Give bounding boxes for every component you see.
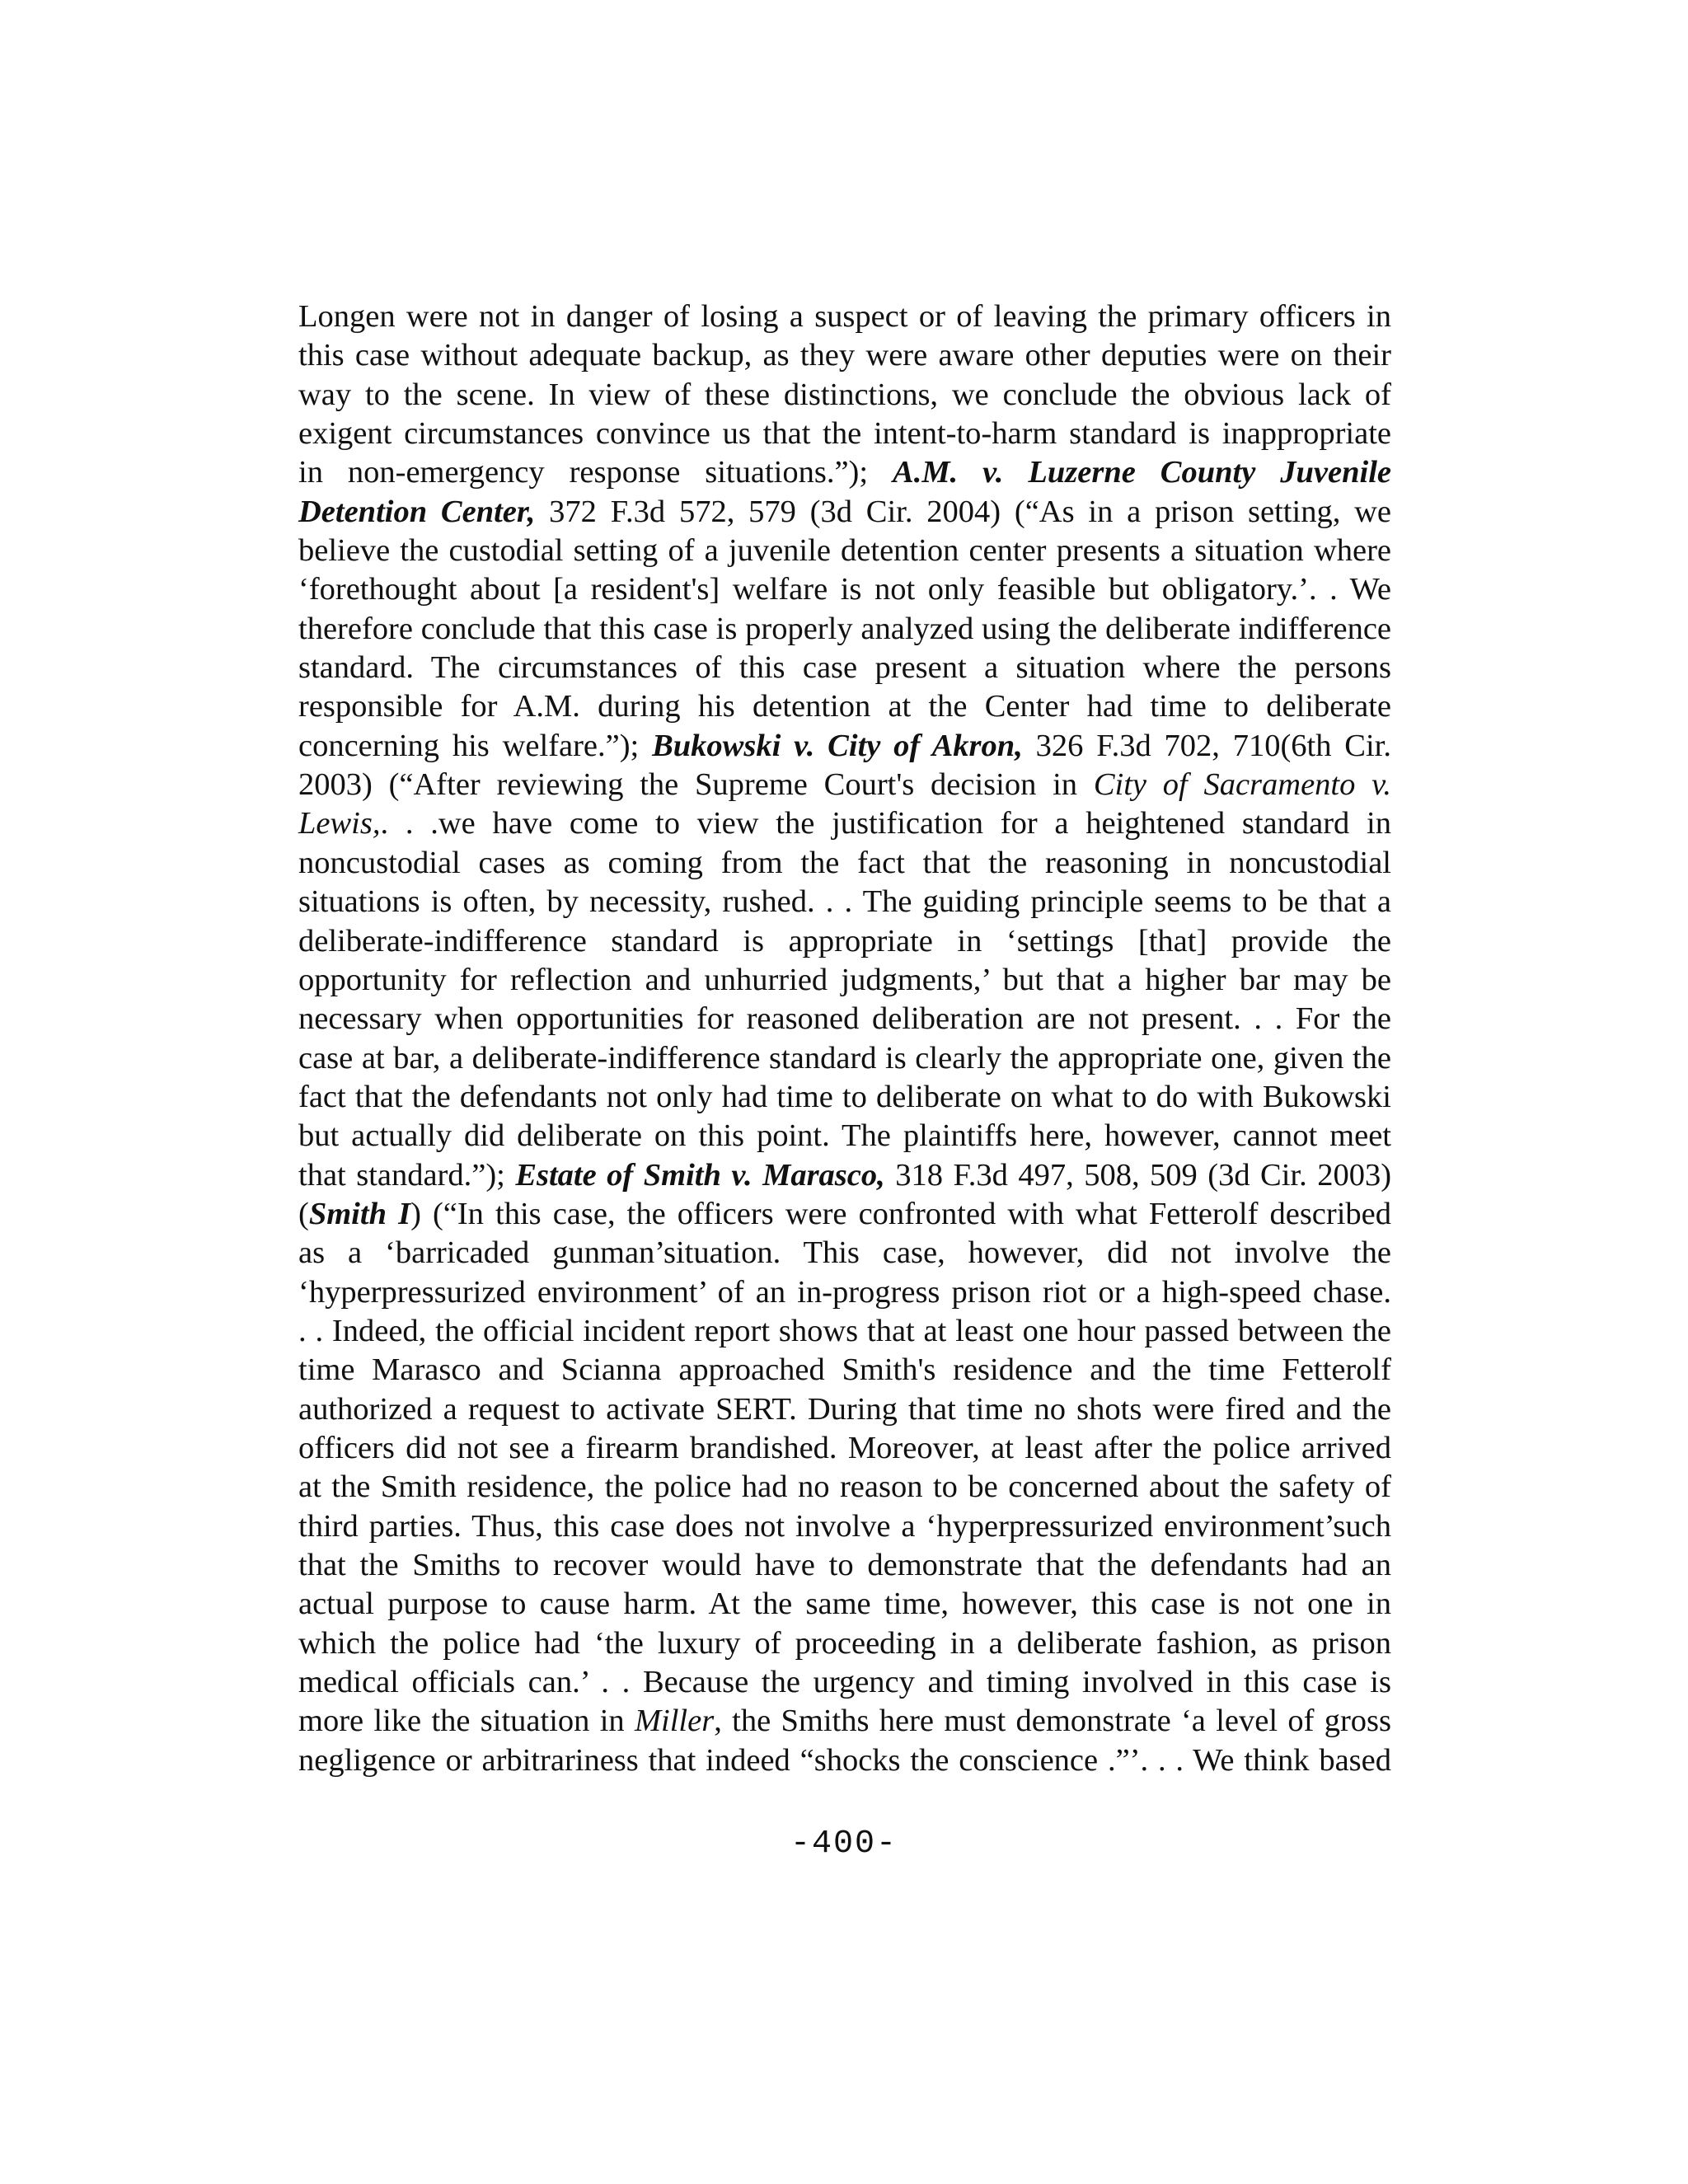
text-run: standard. The circumstances of this case present a situation where the persons	[298, 650, 1391, 686]
text-line	[298, 922, 1391, 961]
text-run: ‘hyperpressurized environment’ of an in-progress prison riot or a high-speed chase.	[298, 1274, 1391, 1310]
text-run: case at bar, a deliberate-indifference standard is clearly the appropriate one, given the	[298, 1040, 1391, 1076]
text-line	[298, 610, 1391, 649]
text-run: that standard.”);	[298, 1157, 516, 1193]
text-line	[298, 883, 1391, 921]
text-run: noncustodial cases as coming from the fact that the reasoning in noncustodial	[298, 845, 1391, 880]
case-citation: Bukowski v. City of Akron,	[652, 728, 1023, 763]
text-run: fact that the defendants not only had time to deliberate on what to do with Bukowski	[298, 1079, 1391, 1114]
text-run: time Marasco and Scianna approached Smith's residence and the time Fetterolf	[298, 1352, 1391, 1388]
text-line	[298, 570, 1391, 609]
text-run: third parties. Thus, this case does not involve a ‘hyperpressurized environment’such	[298, 1508, 1391, 1544]
text-line	[298, 1234, 1391, 1272]
text-line	[298, 1117, 1391, 1155]
text-run: concerning his welfare.”);	[298, 728, 653, 763]
text-run: 372 F.3d 572, 579 (3d Cir. 2004) (“As in a prison setting, we	[535, 494, 1392, 529]
text-line	[298, 453, 1391, 492]
text-run: 318 F.3d 497, 508, 509 (3d Cir. 2003)	[884, 1157, 1392, 1193]
text-run: exigent circumstances convince us that the intent-to-harm standard is inappropriate	[298, 416, 1391, 452]
case-citation: A.M. v. Luzerne County Juvenile	[893, 455, 1391, 490]
text-line	[298, 1312, 1391, 1351]
text-line	[298, 1390, 1391, 1429]
text-run: negligence or arbitrariness that indeed “shocks the conscience .”’. . . We think based	[298, 1742, 1391, 1778]
text-run: therefore conclude that this case is properly analyzed using the deliberate indifference	[298, 611, 1391, 646]
case-citation: Lewis,	[298, 806, 381, 841]
text-line	[298, 1429, 1391, 1468]
text-run: . . Indeed, the official incident report shows that at least one hour passed between the	[298, 1313, 1391, 1348]
text-line	[298, 727, 1391, 766]
text-run: which the police had ‘the luxury of proceeding in a deliberate fashion, as prison	[298, 1625, 1391, 1661]
text-run: actual purpose to cause harm. At the same time, however, this case is not one in	[298, 1586, 1391, 1622]
text-run: 326 F.3d 702, 710(6th Cir.	[1022, 728, 1391, 763]
text-line	[298, 493, 1391, 532]
text-line	[298, 1702, 1391, 1741]
text-run: situations is often, by necessity, rushed. . . The guiding principle seems to be that a	[298, 884, 1391, 920]
text-line	[298, 1468, 1391, 1507]
body-text	[298, 298, 1391, 1780]
text-line	[298, 415, 1391, 453]
text-line	[298, 766, 1391, 804]
text-run: this case without adequate backup, as they were aware other deputies were on their	[298, 338, 1391, 373]
text-run: more like the situation in	[298, 1704, 635, 1739]
case-citation: Detention Center,	[298, 494, 536, 529]
text-run: authorized a request to activate SERT. During that time no shots were fired and the	[298, 1391, 1391, 1427]
text-line	[298, 687, 1391, 726]
text-run: 2003) (“After reviewing the Supreme Court's decision in	[298, 767, 1094, 803]
text-line	[298, 1195, 1391, 1234]
text-line	[298, 1663, 1391, 1702]
case-citation: Estate of Smith v. Marasco,	[515, 1157, 885, 1193]
text-line	[298, 336, 1391, 375]
text-line	[298, 1546, 1391, 1585]
text-run: responsible for A.M. during his detention at the Center had time to deliberate	[298, 689, 1391, 724]
text-line	[298, 1039, 1391, 1078]
text-line	[298, 532, 1391, 570]
text-run: deliberate-indifference standard is appropriate in ‘settings [that] provide the	[298, 923, 1391, 958]
text-line	[298, 1000, 1391, 1038]
text-line	[298, 1585, 1391, 1624]
text-line	[298, 376, 1391, 415]
text-run: at the Smith residence, the police had no reason to be concerned about the safety of	[298, 1469, 1391, 1505]
text-run: opportunity for reflection and unhurried judgments,’ but that a higher bar may be	[298, 962, 1391, 997]
text-line	[298, 844, 1391, 883]
text-run: as a ‘barricaded gunman’situation. This case, however, did not involve the	[298, 1235, 1391, 1271]
text-line	[298, 1156, 1391, 1195]
text-line	[298, 1741, 1391, 1780]
text-run: medical officials can.’ . . Because the urgency and timing involved in this case is	[298, 1665, 1391, 1700]
text-run: ‘forethought about [a resident's] welfare is not only feasible but obligatory.’. . We	[298, 572, 1391, 607]
text-line	[298, 1351, 1391, 1390]
text-run: ) (“In this case, the officers were confronted with what Fetterolf described	[410, 1196, 1392, 1231]
text-run: officers did not see a firearm brandished. Moreover, at least after the police arrived	[298, 1430, 1391, 1465]
text-run: in non-emergency response situations.”);	[298, 455, 893, 490]
text-line	[298, 1078, 1391, 1117]
case-citation: Smith I	[308, 1196, 411, 1231]
text-line	[298, 1507, 1391, 1546]
text-run: believe the custodial setting of a juvenile detention center presents a situation where	[298, 533, 1391, 569]
text-run: (	[298, 1196, 309, 1231]
text-run: but actually did deliberate on this point. The plaintiffs here, however, cannot meet	[298, 1118, 1391, 1154]
case-citation: City of Sacramento v.	[1093, 767, 1391, 803]
text-line	[298, 1273, 1391, 1312]
text-run: Longen were not in danger of losing a suspect or of leaving the primary officers in	[298, 299, 1391, 334]
text-line	[298, 649, 1391, 687]
text-line	[298, 298, 1391, 336]
text-run: , the Smiths here must demonstrate ‘a level of gross	[714, 1704, 1391, 1739]
page-number: -400-	[790, 1825, 898, 1863]
text-run: way to the scene. In view of these distinctions, we conclude the obvious lack of	[298, 377, 1391, 412]
case-citation: Miller	[634, 1704, 715, 1739]
text-line	[298, 1624, 1391, 1663]
text-line	[298, 961, 1391, 1000]
text-run: necessary when opportunities for reasoned deliberation are not present. . . For the	[298, 1001, 1391, 1037]
text-run: that the Smiths to recover would have to demonstrate that the defendants had an	[298, 1548, 1391, 1582]
text-run: . . .we have come to view the justification for a heightened standard in	[380, 806, 1391, 841]
text-line	[298, 804, 1391, 843]
